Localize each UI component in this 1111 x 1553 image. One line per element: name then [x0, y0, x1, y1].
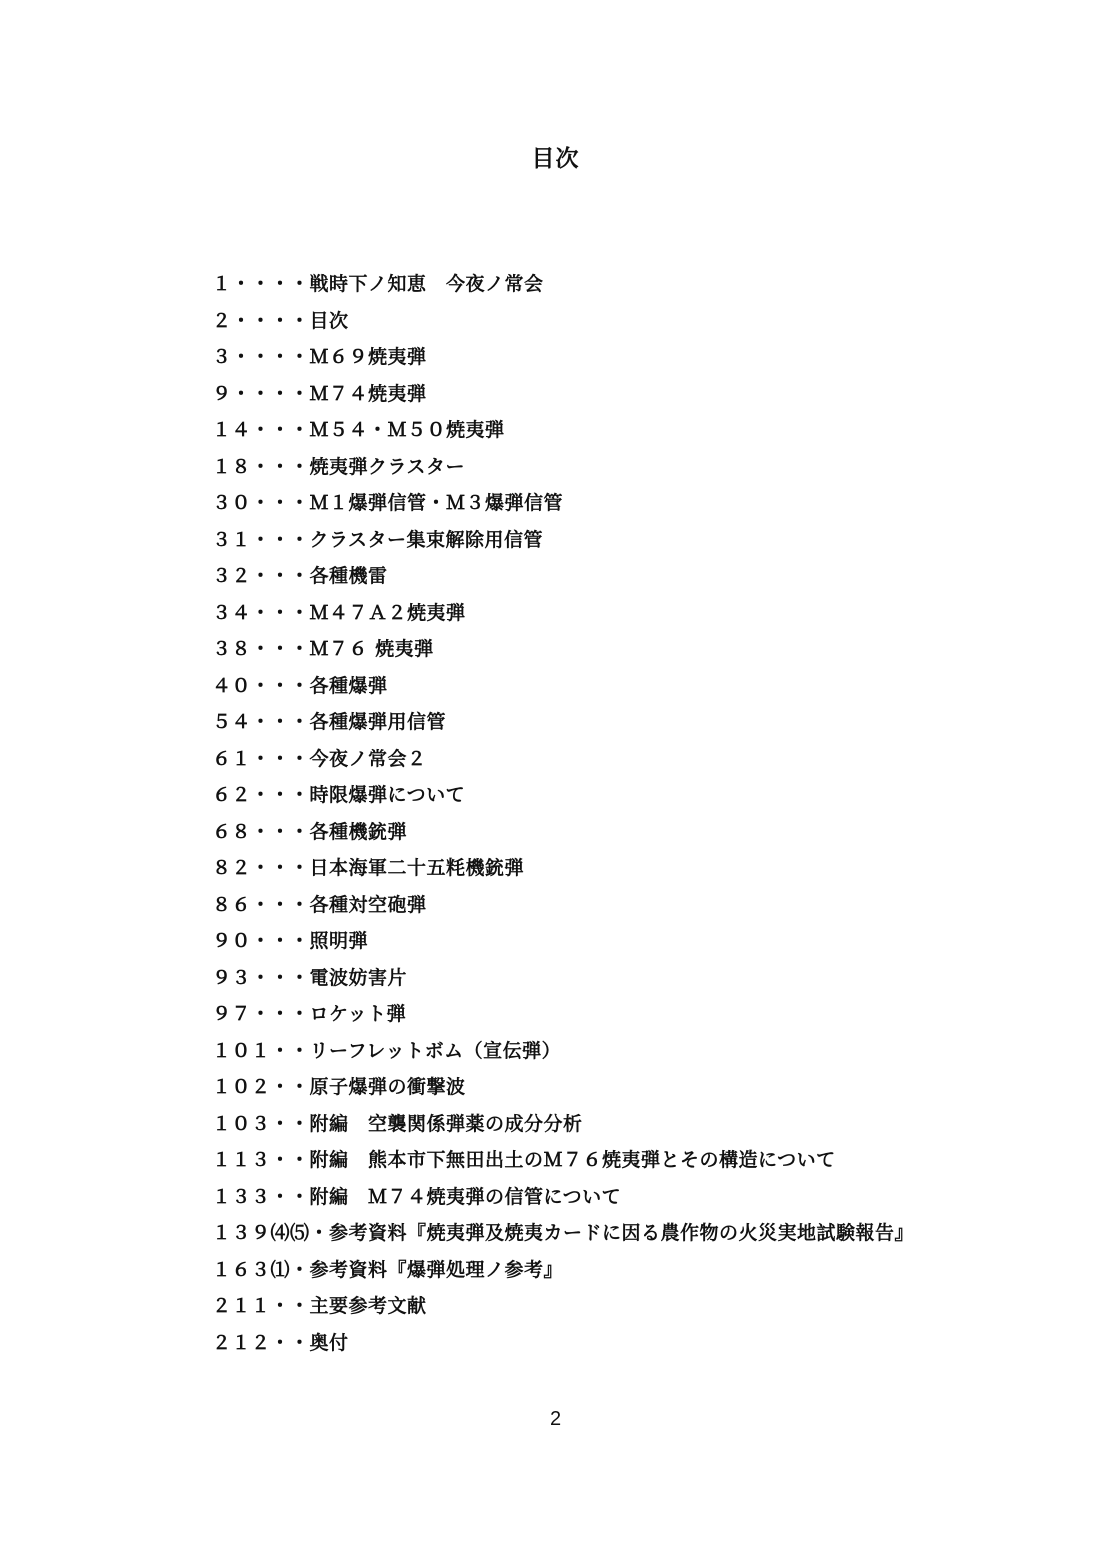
toc-entry [212, 339, 1072, 376]
toc-entry-text: 照明弾 [309, 930, 369, 952]
toc-entry [212, 741, 1072, 778]
toc-entry-page: ２１１・・ [212, 1295, 310, 1317]
toc-entry [212, 1252, 1072, 1289]
toc-entry [212, 704, 1072, 741]
toc-entry [212, 595, 1072, 632]
toc-entry-page: ２・・・・ [212, 309, 310, 332]
toc-entry-page: １６３⑴・ [212, 1258, 310, 1281]
toc-entry-page: ６１・・・ [212, 747, 310, 770]
toc-entry-text: クラスター集束解除用信管 [309, 528, 543, 551]
toc-entry [212, 850, 1072, 887]
toc-entry [212, 449, 1072, 486]
toc-entry-page: ８６・・・ [212, 893, 310, 916]
toc-entry-text: 附編 空襲関係弾薬の成分分析 [309, 1112, 583, 1135]
toc-entry-text: 主要参考文献 [309, 1295, 427, 1317]
toc-entry [212, 303, 1072, 340]
toc-entry-text: 各種爆弾 [309, 674, 388, 697]
toc-entry [212, 1069, 1072, 1106]
toc-entry-page: ６８・・・ [212, 820, 310, 843]
toc-entry-page: ９７・・・ [212, 1003, 310, 1025]
page-title: 目次 [531, 146, 580, 172]
toc-entry [212, 1106, 1072, 1143]
toc-entry-page: ２１２・・ [212, 1331, 310, 1354]
toc-entry-text: 参考資料『焼夷弾及焼夷カードに因る農作物の火災実地試験報告』 [329, 1222, 915, 1244]
toc-entry-page: ５４・・・ [212, 711, 310, 733]
toc-entry-page: ３２・・・ [212, 565, 310, 587]
toc-entry-page: ９・・・・ [212, 382, 310, 405]
toc-entry-page: １３９⑷⑸・ [212, 1222, 330, 1244]
toc-entry [212, 777, 1072, 814]
toc-entry-page: ３・・・・ [212, 346, 310, 368]
toc-entry-page: ３８・・・ [212, 638, 310, 660]
toc-entry-text: 電波妨害片 [309, 966, 408, 989]
toc-entry-text: 各種対空砲弾 [309, 893, 427, 916]
toc-entry-page: １４・・・ [212, 419, 310, 441]
toc-entry-text: Ｍ７６ 焼夷弾 [309, 638, 434, 660]
toc-entry-page: ９０・・・ [212, 930, 310, 952]
toc-entry-text: Ｍ７４焼夷弾 [309, 382, 427, 405]
toc-entry [212, 1033, 1072, 1070]
toc-entry-text: 附編 熊本市下無田出土のＭ７６焼夷弾とその構造について [309, 1149, 836, 1171]
toc-entry [212, 668, 1072, 705]
toc-entry [212, 485, 1072, 522]
toc-entry [212, 266, 1072, 303]
toc-entry [212, 1215, 1072, 1252]
toc-entry [212, 522, 1072, 559]
toc-entry-text: 各種機銃弾 [309, 820, 408, 843]
toc-entry [212, 1142, 1072, 1179]
toc-entry-text: リーフレットボム（宣伝弾） [309, 1039, 562, 1062]
toc-entry-text: 戦時下ノ知恵 今夜ノ常会 [309, 273, 544, 295]
toc-entry-page: １０３・・ [212, 1112, 310, 1135]
toc-entry [212, 1288, 1072, 1325]
toc-entry-text: 時限爆弾について [309, 784, 466, 806]
toc-entry [212, 887, 1072, 924]
toc-entry-text: 今夜ノ常会２ [309, 747, 427, 770]
toc-entry-page: １０２・・ [212, 1076, 310, 1098]
page-number: 2 [549, 1408, 562, 1430]
toc-entry-text: 原子爆弾の衝撃波 [309, 1076, 466, 1098]
toc-entry-text: 奥付 [309, 1331, 349, 1354]
toc-entry-page: ４０・・・ [212, 674, 310, 697]
toc-entry-page: １１３・・ [212, 1149, 310, 1171]
toc-entry-text: 日本海軍二十五粍機銃弾 [309, 857, 525, 879]
toc-entry-text: 各種機雷 [309, 565, 388, 587]
toc-entry-page: ３１・・・ [212, 528, 310, 551]
table-of-contents [212, 266, 1072, 1361]
toc-entry-text: 参考資料『爆弾処理ノ参考』 [309, 1258, 564, 1281]
toc-entry-page: １・・・・ [212, 273, 310, 295]
toc-entry-page: １８・・・ [212, 455, 310, 478]
toc-entry-page: ６２・・・ [212, 784, 310, 806]
toc-entry-page: ９３・・・ [212, 966, 310, 989]
toc-entry-page: ３４・・・ [212, 601, 310, 624]
toc-entry [212, 376, 1072, 413]
toc-entry [212, 960, 1072, 997]
toc-entry-text: Ｍ１爆弾信管・Ｍ３爆弾信管 [309, 492, 564, 514]
toc-entry-page: １０１・・ [212, 1039, 310, 1062]
toc-entry-text: ロケット弾 [309, 1003, 407, 1025]
toc-entry-text: 目次 [309, 309, 349, 332]
toc-entry-text: 附編 Ｍ７４焼夷弾の信管について [309, 1185, 622, 1208]
toc-entry [212, 631, 1072, 668]
toc-entry-text: Ｍ５４・Ｍ５０焼夷弾 [309, 419, 505, 441]
toc-entry [212, 996, 1072, 1033]
toc-entry-text: 焼夷弾クラスター [309, 455, 465, 478]
toc-entry [212, 923, 1072, 960]
toc-entry-text: Ｍ４７Ａ２焼夷弾 [309, 601, 466, 624]
toc-entry-page: ３０・・・ [212, 492, 310, 514]
toc-entry [212, 814, 1072, 851]
toc-entry [212, 1325, 1072, 1362]
toc-entry-page: ８２・・・ [212, 857, 310, 879]
toc-entry-page: １３３・・ [212, 1185, 310, 1208]
toc-entry [212, 558, 1072, 595]
toc-entry [212, 412, 1072, 449]
toc-entry [212, 1179, 1072, 1216]
toc-entry-text: Ｍ６９焼夷弾 [309, 346, 427, 368]
toc-entry-text: 各種爆弾用信管 [309, 711, 447, 733]
